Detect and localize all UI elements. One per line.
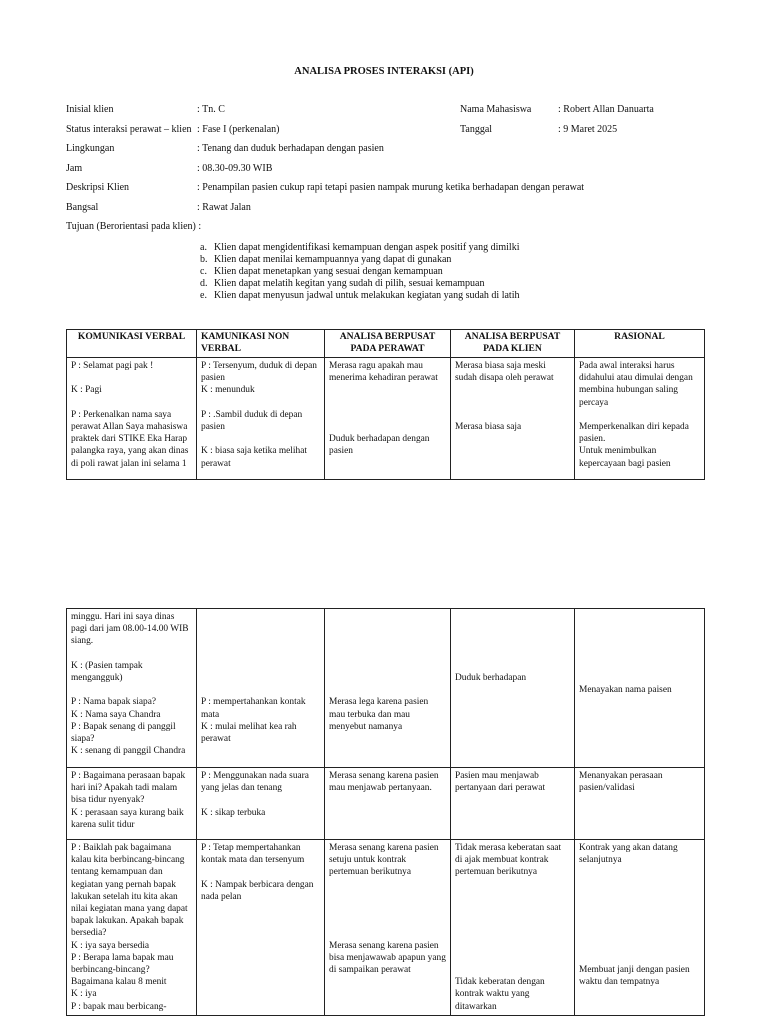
goal-text: Klien dapat mengidentifikasi kemampuan dengan aspek positif yang dimilki xyxy=(214,242,520,253)
goal-item xyxy=(200,290,519,302)
table-cell: Merasa lega karena pasien mau terbuka dan mau menyebut namanya xyxy=(325,609,451,768)
table-header-row xyxy=(67,330,705,358)
table-cell: Merasa senang karena pasien setuju untuk kontrak pertemuan berikutnya Merasa senang karena pasien bisa menjawawab apapun yang di sampaikan perawat xyxy=(325,840,451,1016)
info-value: : Tn. C xyxy=(197,104,225,115)
table-cell: P : Tersenyum, duduk di depan pasien K : menunduk P : .Sambil duduk di depan pasien K : biasa saja ketika melihat perawat xyxy=(197,358,325,480)
goal-item xyxy=(200,242,519,254)
info-label: Deskripsi Klien xyxy=(66,182,130,193)
interaction-table-page2 xyxy=(66,608,705,1016)
goal-marker: a. xyxy=(200,242,207,253)
table-row xyxy=(67,358,705,480)
goals-list xyxy=(200,242,519,302)
goal-item xyxy=(200,278,519,290)
table-row xyxy=(67,609,705,768)
table-cell: P : Tetap mempertahankan kontak mata dan tersenyum K : Nampak berbicara dengan nada pelan xyxy=(197,840,325,1016)
table-cell: P : Baiklah pak bagaimana kalau kita berbincang-bincang tentang kemampuan dan kegiatan yang pernah bapak lakukan setelah itu kita akan nilai kegiatan mana yang dapat bapak lakukan. Apakah bapak bersedia? K : iya saya bersedia P : Berapa lama bapak mau berbincang-bincang? Bagaimana kalau 8 menit K : iya P : bapak mau berbicang- xyxy=(67,840,197,1016)
table-cell: P : Menggunakan nada suara yang jelas dan tenang K : sikap terbuka xyxy=(197,768,325,840)
table-row xyxy=(67,840,705,1016)
goal-marker: b. xyxy=(200,254,208,266)
goal-text: Klien dapat melatih kegitan yang sudah di pilih, sesuai kemampuan xyxy=(214,278,485,290)
table-cell: Menanyakan perasaan pasien/validasi xyxy=(575,768,705,840)
table-cell: Pasien mau menjawab pertanyaan dari perawat xyxy=(451,768,575,840)
header-komunikasi-verbal: KOMUNIKASI VERBAL xyxy=(67,330,197,358)
info-label: Status interaksi perawat – klien xyxy=(66,124,192,135)
info-value: : Fase I (perkenalan) xyxy=(197,124,280,135)
page-title: ANALISA PROSES INTERAKSI (API) xyxy=(294,66,474,77)
table-cell: Merasa ragu apakah mau menerima kehadiran perawat Duduk berhadapan dengan pasien xyxy=(325,358,451,480)
table-cell: Kontrak yang akan datang selanjutnya Membuat janji dengan pasien waktu dan tempatnya xyxy=(575,840,705,1016)
goal-text: Klien dapat menetapkan yang sesuai dengan kemampuan xyxy=(214,266,443,278)
header-analisa-klien: ANALISA BERPUSAT PADA KLIEN xyxy=(451,330,575,358)
table-cell: Tidak merasa keberatan saat di ajak membuat kontrak pertemuan berikutnya Tidak keberatan dengan kontrak waktu yang ditawarkan xyxy=(451,840,575,1016)
info-label: Jam xyxy=(66,163,83,174)
goal-item xyxy=(200,266,519,278)
goal-marker: c. xyxy=(200,266,207,278)
table-cell: Merasa biasa saja meski sudah disapa oleh perawat Merasa biasa saja xyxy=(451,358,575,480)
table-cell: P : mempertahankan kontak mata K : mulai melihat kea rah perawat xyxy=(197,609,325,768)
info-label: Nama Mahasiswa xyxy=(460,104,532,115)
info-label: Inisial klien xyxy=(66,104,114,115)
info-value: : Penampilan pasien cukup rapi tetapi pasien nampak murung ketika berhadapan dengan perawat xyxy=(197,182,585,193)
info-value: : Tenang dan duduk berhadapan dengan pasien xyxy=(197,143,384,154)
info-label: Bangsal xyxy=(66,202,99,213)
header-analisa-perawat: ANALISA BERPUSAT PADA PERAWAT xyxy=(325,330,451,358)
table-row xyxy=(67,768,705,840)
goal-marker: d. xyxy=(200,278,208,290)
table-cell: Merasa senang karena pasien mau menjawab pertanyaan. xyxy=(325,768,451,840)
table-cell: Pada awal interaksi harus didahului atau dimulai dengan membina hubungan saling percaya Memperkenalkan diri kepada pasien. Untuk menimbulkan kepercayaan bagi pasien xyxy=(575,358,705,480)
table-cell: Duduk berhadapan xyxy=(451,609,575,768)
table-cell: P : Bagaimana perasaan bapak hari ini? Apakah tadi malam bisa tidur nyenyak? K : perasaan saya kurang baik karena sulit tidur xyxy=(67,768,197,840)
header-rasional: RASIONAL xyxy=(575,330,705,358)
info-label: Tanggal xyxy=(460,124,493,135)
interaction-table-page1 xyxy=(66,329,705,480)
info-label: Lingkungan xyxy=(66,143,115,154)
info-value: : Robert Allan Danuarta xyxy=(558,104,654,115)
goal-item xyxy=(200,254,519,266)
info-value: : 9 Maret 2025 xyxy=(558,124,618,135)
goal-marker: e. xyxy=(200,290,207,302)
table-cell: Menayakan nama paisen xyxy=(575,609,705,768)
info-label: Tujuan (Berorientasi pada klien) : xyxy=(66,221,202,232)
table-cell: minggu. Hari ini saya dinas pagi dari jam 08.00-14.00 WIB siang. K : (Pasien tampak mengangguk) P : Nama bapak siapa? K : Nama saya Chandra P : Bapak senang di panggil siapa? K : senang di panggil Chandra xyxy=(67,609,197,768)
info-value: : Rawat Jalan xyxy=(197,202,251,213)
header-komunikasi-non-verbal: KAMUNIKASI NON VERBAL xyxy=(197,330,325,358)
info-value: : 08.30-09.30 WIB xyxy=(197,163,273,174)
goal-text: Klien dapat menyusun jadwal untuk melakukan kegiatan yang sudah di latih xyxy=(214,290,520,302)
table-cell: P : Selamat pagi pak ! K : Pagi P : Perkenalkan nama saya perawat Allan Saya mahasiswa praktek dari STIKE Eka Harap palangka raya, yang akan dinas di poli rawat jalan ini selama 1 xyxy=(67,358,197,480)
goal-text: Klien dapat menilai kemampuannya yang dapat di gunakan xyxy=(214,254,452,266)
